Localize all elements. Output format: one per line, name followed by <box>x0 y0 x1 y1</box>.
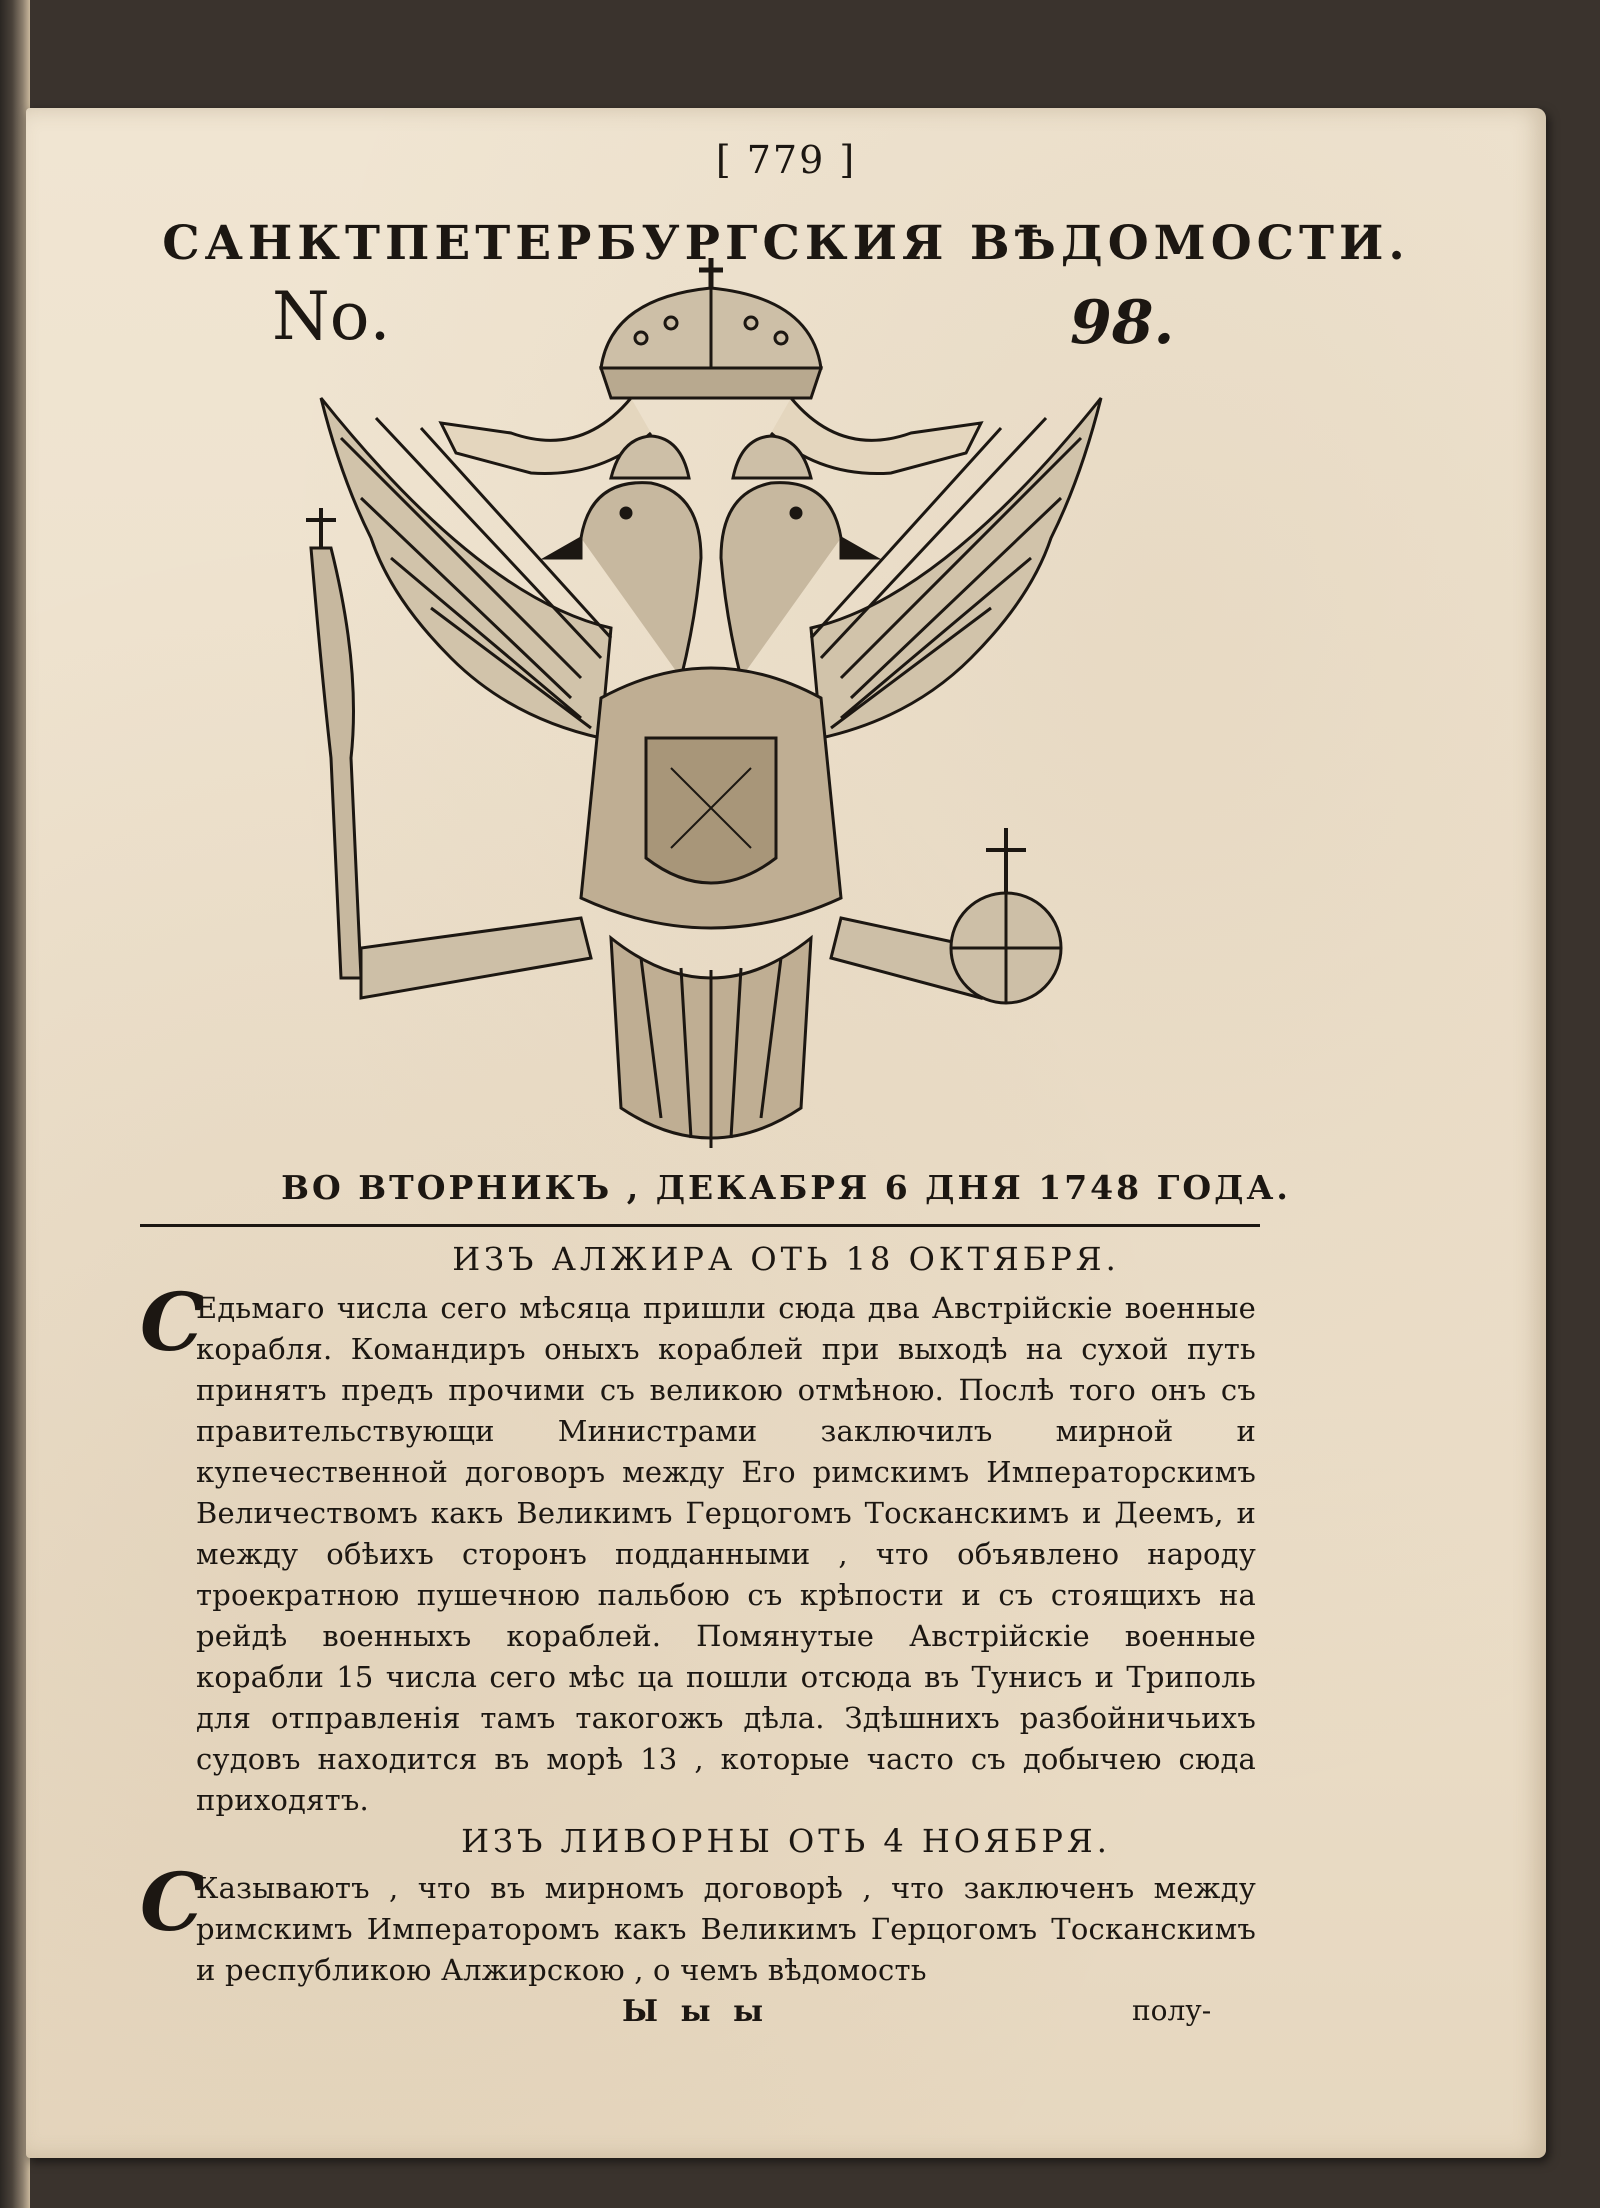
orb-icon <box>951 828 1061 1003</box>
issue-dateline: ВО ВТОРНИКЪ , ДЕКАБРЯ 6 ДНЯ 1748 ГОДА. <box>281 1168 1291 1207</box>
page-number: [ 779 ] <box>715 138 857 182</box>
article-body: Казываютъ , что въ мирномъ договорѣ , что заключенъ между римскимъ Императоромъ какъ Великимъ Герцогомъ Тосканскимъ и республикою Алжирскою , о чемъ вѣдомость <box>196 1871 1256 1987</box>
newspaper-page <box>26 108 1546 2158</box>
article-heading: ИЗЪ АЛЖИРА ОТЬ 18 ОКТЯБРЯ. <box>452 1240 1120 1278</box>
header-rule <box>140 1224 1260 1227</box>
double-headed-eagle-emblem <box>281 258 1141 1168</box>
central-shield-icon <box>646 738 776 883</box>
article-body: Едьмаго числа сего мѣсяца пришли сюда два Австрiйскiе военные корабля. Командиръ оныхъ кораблей при выходѣ на сухой путь принятъ предъ прочими съ великою отмѣною. Послѣ того онъ съ правительствующи Министрами заключилъ мирной и купечественной договоръ между Его римскимъ Императорскимъ Величествомъ какъ Великимъ Герцогомъ Тосканскимъ и Деемъ, и между обѣихъ сторонъ подданными , что объявлено народу троекратною пушечною пальбою съ крѣпости и съ стоящихъ на рейдѣ военныхъ кораблей. Помянутые Австрiйскiе военные корабли 15 числа сего мѣс ца пошли отсюда въ Тунисъ и Триполь для отправленiя тамъ такогожъ дѣла. Здѣшнихъ разбойничьихъ судовъ находится въ морѣ 13 , которые часто съ добычею сюда приходятъ. <box>196 1291 1256 1817</box>
drop-cap: С <box>140 1855 204 1949</box>
article-heading: ИЗЪ ЛИВОРНЫ ОТЬ 4 НОЯБРЯ. <box>461 1822 1111 1860</box>
drop-cap: С <box>140 1275 204 1369</box>
imperial-crown-icon <box>601 258 821 398</box>
issue-label: Nо. <box>272 278 391 355</box>
catchword: полу- <box>1132 1994 1212 2027</box>
scepter-icon <box>306 508 361 978</box>
masthead-title: САНКТПЕТЕРБУРГСКИЯ ВѢДОМОСТИ. <box>162 216 1410 271</box>
issue-number: 98. <box>1070 288 1175 358</box>
signature-mark: Ы ы ы <box>622 1994 770 2029</box>
